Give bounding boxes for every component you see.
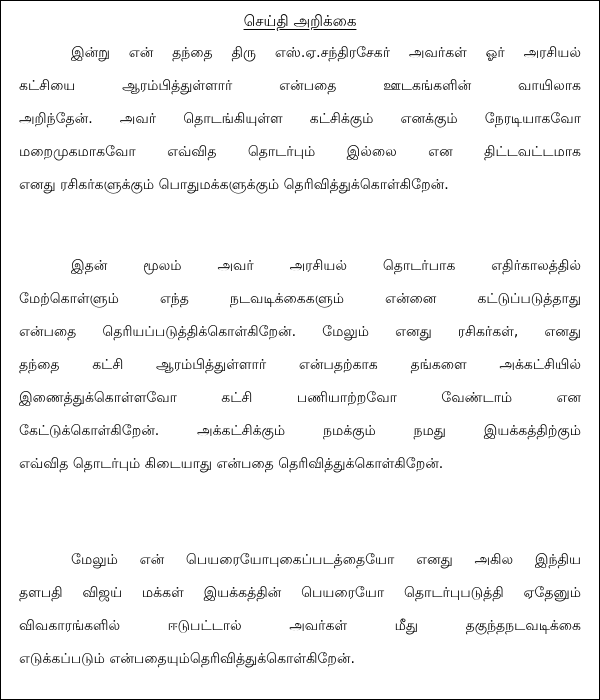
paragraph-line: அறிந்தேன். அவர் தொடங்கியுள்ள கட்சிக்கும் எனக்கும் நேரடியாகவோ <box>19 111 581 127</box>
paragraph-line: இணைத்துக்கொள்ளவோ கட்சி பணியாற்றவோ வேண்டாம் என <box>19 390 581 406</box>
paragraph-line: கேட்டுக்கொள்கிறேன். அக்கட்சிக்கும் நமக்கும் நமது இயக்கத்திற்கும் <box>19 423 581 439</box>
paragraph-3 <box>19 544 581 676</box>
document-title-text: செய்தி அறிக்கை <box>243 12 357 30</box>
paragraph-line: எனது ரசிகர்களுக்கும் பொதுமக்களுக்கும் தெரிவித்துக்கொள்கிறேன். <box>19 177 449 193</box>
document-title <box>1 11 599 31</box>
paragraph-line: எடுக்கப்படும் என்பதையும்தெரிவித்துக்கொள்கிறேன். <box>19 651 355 667</box>
paragraph-2 <box>19 250 581 481</box>
paragraph-line: இன்று என் தந்தை திரு எஸ்.ஏ.சந்திரசேகர் அவர்கள் ஓர் அரசியல் <box>71 45 581 61</box>
paragraph-line: விவகாரங்களில் ஈடுபட்டால் அவர்கள் மீது தகுந்தநடவடிக்கை <box>19 618 581 634</box>
paragraph-line: மறைமுகமாகவோ எவ்வித தொடர்பும் இல்லை என திட்டவட்டமாக <box>19 144 581 160</box>
paragraph-line: தளபதி விஜய் மக்கள் இயக்கத்தின் பெயரையோ தொடர்புபடுத்தி ஏதேனும் <box>19 585 581 601</box>
paragraph-line: இதன் மூலம் அவர் அரசியல் தொடர்பாக எதிர்காலத்தில் <box>71 258 581 274</box>
paragraph-1 <box>19 37 581 202</box>
paragraph-line: தந்தை கட்சி ஆரம்பித்துள்ளார் என்பதற்காக தங்களை அக்கட்சியில் <box>19 357 581 373</box>
paragraph-line: மேற்கொள்ளும் எந்த நடவடிக்கைகளும் என்னை கட்டுப்படுத்தாது <box>19 291 581 307</box>
paragraph-line: என்பதை தெரியப்படுத்திக்கொள்கிறேன். மேலும் எனது ரசிகர்கள், எனது <box>19 324 581 340</box>
paragraph-line: மேலும் என் பெயரையோபுகைப்படத்தையோ எனது அகில இந்திய <box>71 552 581 568</box>
paragraph-line: எவ்வித தொடர்பும் கிடையாது என்பதை தெரிவித்துக்கொள்கிறேன். <box>19 456 444 472</box>
paragraph-line: கட்சியை ஆரம்பித்துள்ளார் என்பதை ஊடகங்களின் வாயிலாக <box>19 78 581 94</box>
